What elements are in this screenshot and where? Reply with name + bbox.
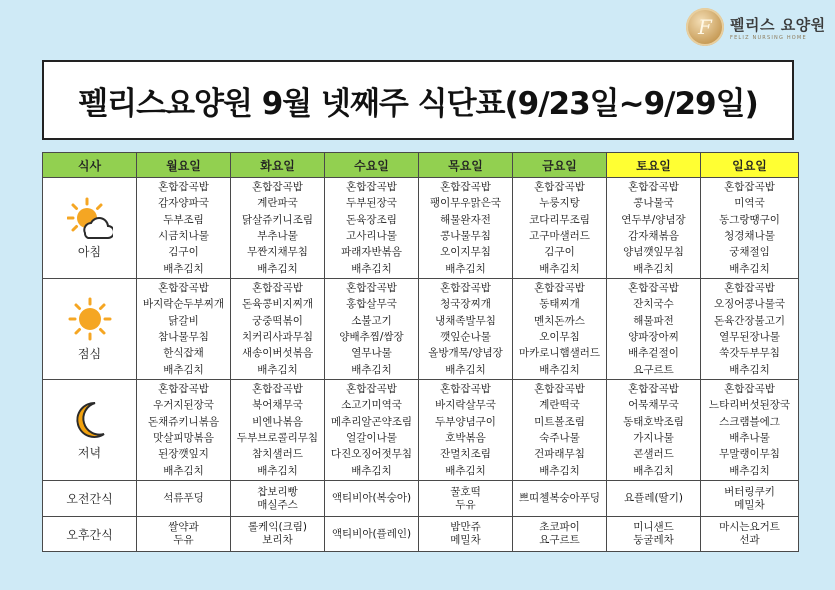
menu-item: 혼합잡곡밥 [628,382,679,395]
menu-item: 배추겉절이 [628,347,679,360]
page-title: 펠리스요양원 9월 넷째주 식단표(9/23일~9/29일) [78,85,758,122]
snack-cell-sun [701,481,799,517]
menu-item: 배추김치 [163,464,204,477]
menu-item: 냉채족발무침 [435,314,496,327]
menu-item: 혼합잡곡밥 [628,180,679,193]
menu-table [42,152,799,552]
menu-cell-wed [325,279,419,380]
snack-item: 버터링쿠키 [724,485,775,498]
menu-item: 혼합잡곡밥 [158,281,209,294]
menu-item: 혼합잡곡밥 [628,281,679,294]
menu-item: 호박볶음 [445,432,486,444]
menu-item: 요구르트 [633,363,674,376]
snack-item: 롤케익(크림) [248,521,307,533]
sun-icon [43,297,136,341]
menu-item: 치커리사과무침 [241,331,313,343]
menu-cell-mon [137,279,231,380]
menu-item: 한식잡채 [163,347,204,360]
menu-item: 닭살쥬키니조림 [241,213,313,226]
menu-item: 비엔나볶음 [252,415,303,428]
menu-item: 혼합잡곡밥 [440,382,491,395]
menu-cell-tue [231,380,325,481]
menu-item: 두부조림 [163,213,204,226]
logo [686,8,826,48]
menu-item: 동그랑땡구이 [719,213,780,226]
header-day-mon: 월요일 [137,153,231,178]
menu-item: 혼합잡곡밥 [252,382,303,395]
menu-item: 혼합잡곡밥 [346,180,397,193]
snack-item: 두유 [455,498,476,511]
logo-name: 펠리스 요양원 [730,16,826,34]
menu-item: 혼합잡곡밥 [534,382,585,395]
menu-item: 청국장찌개 [440,298,491,311]
menu-cell-mon [137,380,231,481]
menu-item: 혼합잡곡밥 [724,382,775,395]
menu-item: 배추김치 [163,262,204,275]
menu-item: 혼합잡곡밥 [724,281,775,294]
menu-item: 메추리알곤약조림 [330,415,413,428]
menu-item: 해물완자전 [440,213,491,226]
meal-label: 아침 [77,244,102,259]
menu-cell-tue [231,279,325,380]
menu-item: 시금치나물 [158,230,209,242]
menu-item: 배추김치 [351,262,392,275]
menu-item: 배추나물 [729,432,770,444]
menu-item: 다진오징어젓무침 [330,448,413,461]
snack-item: 요구르트 [539,534,580,546]
snack-item: 쁘띠첼복숭아푸딩 [518,492,601,504]
menu-cell-fri [513,380,607,481]
meal-row [43,279,799,380]
header-day-tue: 화요일 [231,153,325,178]
menu-cell-wed [325,178,419,279]
header-meal: 식사 [43,153,137,178]
menu-item: 마카로니햄샐러드 [518,347,601,360]
snack-cell-wed [325,481,419,517]
menu-item: 올방개묵/양념장 [428,347,503,360]
menu-item: 혼합잡곡밥 [158,382,209,395]
menu-item: 두부브로콜리무침 [236,432,319,444]
logo-emblem-icon: F [686,8,724,46]
menu-item: 배추김치 [351,464,392,477]
snack-cell-fri [513,517,607,552]
menu-item: 돈육콩비지찌개 [241,298,313,311]
header-day-sat: 토요일 [607,153,701,178]
menu-item: 누룽지탕 [539,197,580,210]
menu-cell-thu [419,380,513,481]
menu-cell-fri [513,178,607,279]
menu-item: 오이지무침 [440,246,491,259]
menu-item: 혼합잡곡밥 [440,281,491,294]
menu-item: 열무된장나물 [719,331,780,343]
menu-item: 느타리버섯된장국 [708,399,791,412]
menu-item: 쑥갓두부무침 [719,347,780,360]
snack-cell-tue [231,517,325,552]
meal-row [43,380,799,481]
menu-item: 돈채쥬키니볶음 [147,415,219,428]
menu-item: 배추김치 [539,363,580,376]
snack-item: 둥굴레차 [633,534,674,546]
snack-item: 마시는요거트 [719,521,780,533]
snack-item: 보리차 [262,534,293,546]
menu-item: 배추김치 [729,464,770,477]
menu-item: 궁중떡볶이 [252,314,303,327]
menu-item: 콩나물국 [633,197,674,210]
menu-cell-sat [607,279,701,380]
menu-item: 배추김치 [539,262,580,275]
snack-item: 액티비아(플레인) [331,527,412,540]
menu-cell-tue [231,178,325,279]
menu-item: 얼갈이나물 [346,432,397,444]
menu-item: 미역국 [734,197,765,210]
menu-item: 새송이버섯볶음 [241,347,313,360]
header-row [43,153,799,178]
menu-item: 스크램블에그 [719,415,780,428]
menu-item: 콘샐러드 [633,448,674,461]
snack-cell-mon [137,481,231,517]
menu-item: 잔치국수 [633,298,674,311]
snack-item: 미니샌드 [633,521,674,533]
menu-item: 열무나물 [351,347,392,360]
menu-item: 바지락순두부찌개 [142,298,225,311]
menu-item: 계란떡국 [539,399,580,412]
menu-cell-sun [701,380,799,481]
menu-item: 두부된장국 [346,197,397,210]
menu-item: 양배추찜/쌈장 [339,331,404,343]
menu-item: 혼합잡곡밥 [252,180,303,193]
meal-label: 저녁 [77,445,102,460]
snack-item: 요플레(딸기) [624,492,683,504]
snack-item: 석류푸딩 [163,492,204,504]
menu-item: 청경채나물 [724,230,775,242]
header-day-fri: 금요일 [513,153,607,178]
meal-label-cell [43,380,137,481]
menu-item: 고구마샐러드 [529,230,590,242]
menu-cell-fri [513,279,607,380]
menu-cell-sun [701,279,799,380]
snack-cell-thu [419,517,513,552]
menu-item: 멘치돈까스 [534,314,585,327]
snack-item: 메밀차 [450,534,481,546]
snack-cell-fri [513,481,607,517]
menu-item: 혼합잡곡밥 [346,281,397,294]
menu-item: 배추김치 [633,262,674,275]
menu-item: 혼합잡곡밥 [724,180,775,193]
menu-item: 연두부/양념장 [621,213,686,226]
menu-cell-sat [607,380,701,481]
logo-subtitle: FELIZ NURSING HOME [730,35,807,41]
menu-item: 동태찌개 [539,298,580,311]
menu-item: 감자채볶음 [628,230,679,242]
menu-item: 배추김치 [445,464,486,477]
snack-item: 쌀약과 [168,521,199,533]
snack-label: 오전간식 [43,481,137,517]
menu-item: 배추김치 [163,363,204,376]
menu-item: 배추김치 [257,262,298,275]
menu-item: 소고기미역국 [341,399,402,412]
meal-label-cell [43,178,137,279]
header-day-wed: 수요일 [325,153,419,178]
menu-item: 양파장아찌 [628,331,679,343]
sun-cloud-icon [43,197,136,239]
menu-item: 배추김치 [257,363,298,376]
menu-item: 감자양파국 [158,197,209,210]
menu-item: 해물파전 [633,314,674,327]
menu-item: 건파래무침 [534,448,585,461]
snack-item: 선과 [739,534,760,546]
snack-label: 오후간식 [43,517,137,552]
menu-item: 혼합잡곡밥 [252,281,303,294]
menu-cell-sat [607,178,701,279]
menu-item: 홍합살무국 [346,298,397,311]
snack-cell-mon [137,517,231,552]
menu-item: 소불고기 [351,314,392,327]
menu-item: 돈육간장불고기 [713,314,785,327]
menu-item: 미트볼조림 [534,415,585,428]
menu-item: 배추김치 [729,262,770,275]
menu-item: 배추김치 [445,363,486,376]
header-day-sun: 일요일 [701,153,799,178]
snack-cell-thu [419,481,513,517]
menu-item: 배추김치 [539,464,580,477]
menu-item: 김구이 [168,246,199,259]
menu-item: 혼합잡곡밥 [440,180,491,193]
meal-label: 점심 [77,346,102,361]
menu-item: 가지나물 [633,432,674,444]
snack-cell-sat [607,481,701,517]
snack-item: 찹보리빵 [257,485,298,498]
snack-cell-tue [231,481,325,517]
snack-item: 메밀차 [734,498,765,511]
menu-item: 배추김치 [257,464,298,477]
menu-item: 숙주나물 [539,432,580,444]
menu-item: 동태호박조림 [623,415,684,428]
menu-item: 무짠지채무침 [247,246,308,259]
menu-item: 부추나물 [257,230,298,242]
menu-item: 배추김치 [633,464,674,477]
meal-label-cell [43,279,137,380]
menu-item: 김구이 [544,246,575,259]
snack-item: 매실주스 [257,498,298,511]
menu-item: 궁채절임 [729,246,770,259]
menu-item: 오징어콩나물국 [713,298,785,311]
header-day-thu: 목요일 [419,153,513,178]
menu-item: 북어채무국 [252,399,303,412]
snack-item: 액티비아(복숭아) [331,492,412,504]
menu-item: 혼합잡곡밥 [534,180,585,193]
menu-item: 팽이무우맑은국 [429,197,501,210]
menu-item: 혼합잡곡밥 [534,281,585,294]
menu-cell-mon [137,178,231,279]
menu-item: 혼합잡곡밥 [158,180,209,193]
menu-item: 배추김치 [729,363,770,376]
menu-item: 돈육장조림 [346,213,397,226]
menu-item: 깻잎순나물 [440,331,491,343]
snack-item: 밤만쥬 [450,521,481,533]
menu-cell-wed [325,380,419,481]
snack-cell-wed [325,517,419,552]
moon-icon [43,400,136,440]
menu-item: 콩나물무침 [440,230,491,242]
snack-cell-sat [607,517,701,552]
menu-item: 고사리나물 [346,230,397,242]
menu-item: 배추김치 [445,262,486,275]
menu-cell-sun [701,178,799,279]
menu-item: 어묵채무국 [628,399,679,412]
snack-item: 두유 [173,534,194,546]
menu-item: 맛살피망볶음 [153,432,214,444]
menu-item: 참나물무침 [158,331,209,343]
snack-row [43,481,799,517]
menu-item: 바지락살무국 [435,399,496,412]
meal-row [43,178,799,279]
menu-item: 두부양념구이 [435,415,496,428]
menu-item: 파래자반볶음 [341,246,402,259]
snack-row [43,517,799,552]
menu-item: 된장깻잎지 [158,448,209,461]
menu-item: 우거지된장국 [153,399,214,412]
menu-item: 참치샐러드 [252,448,303,461]
snack-item: 꿀호떡 [450,485,481,498]
menu-item: 닭갈비 [168,314,199,327]
menu-item: 배추김치 [351,363,392,376]
menu-item: 계란파국 [257,197,298,210]
menu-cell-thu [419,178,513,279]
title-box [42,60,794,140]
menu-item: 혼합잡곡밥 [346,382,397,395]
menu-item: 잔멸치조림 [440,448,491,461]
snack-cell-sun [701,517,799,552]
menu-item: 오이무침 [539,331,580,343]
menu-item: 양념깻잎무침 [623,246,684,259]
snack-item: 초코파이 [539,521,580,533]
menu-item: 무말랭이무침 [719,448,780,461]
menu-item: 코다리무조림 [529,213,590,226]
menu-cell-thu [419,279,513,380]
